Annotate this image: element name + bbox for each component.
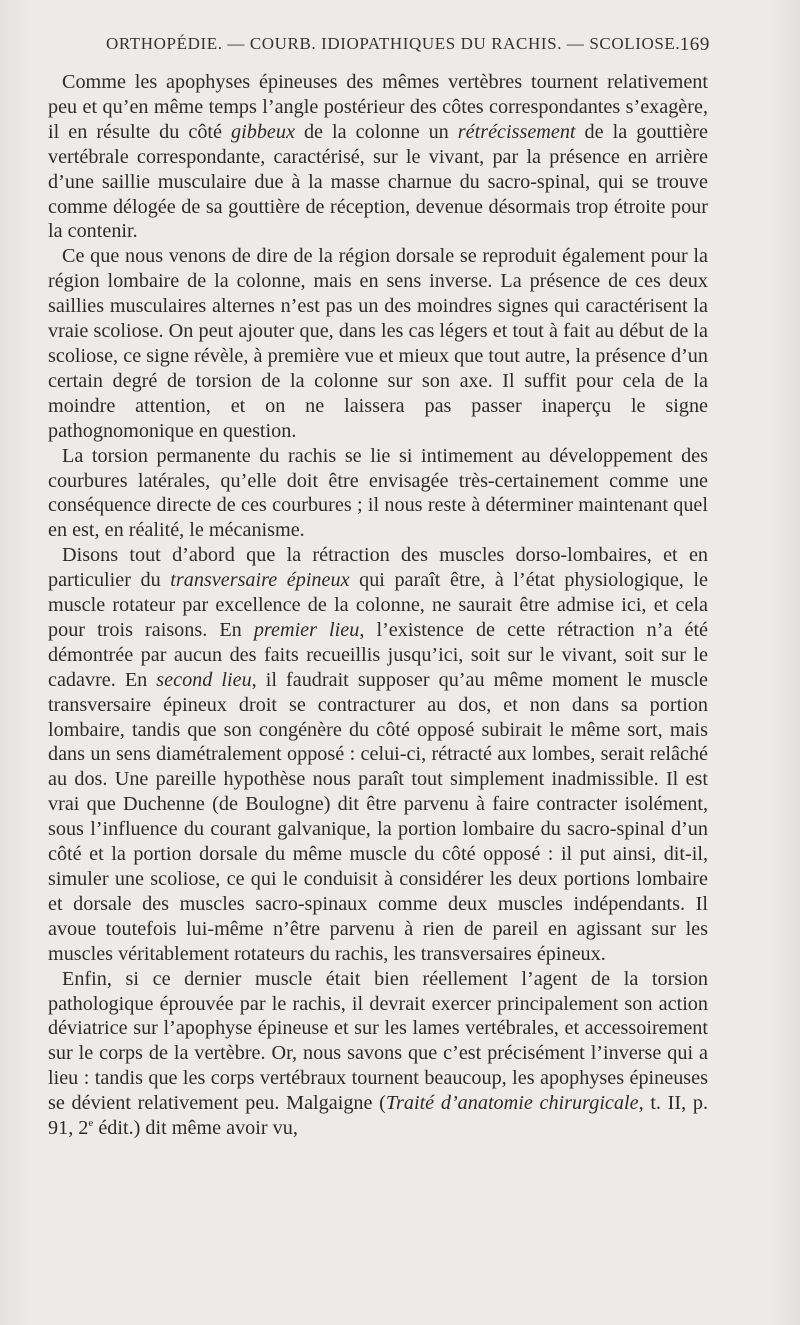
text-run: de la colonne un	[294, 120, 458, 143]
body-text	[48, 70, 708, 1141]
paragraph-2	[48, 244, 708, 443]
italic-term: gibbeux	[231, 120, 295, 143]
text-run: Comme les apophyses épineuses des mêmes vertèbres tournent relativement peu et qu’en même temps l’angle postérieur des côtes correspondantes s’exagère, il en résulte du côté	[48, 71, 708, 143]
text-run: , il faudrait supposer qu’au même moment le muscle transversaire épineux droit se contracturer au dos, et non dans sa portion lombaire, tandis que son congénère du côté opposé subirait le même sort, mais dans un sens diamétralement opposé : celui-ci, rétracté aux lombes, serait relâché au dos. Une pareille hypothèse nous paraît tout simplement inadmissible. Il est vrai que Duchenne (de Boulogne) dit être parvenu à faire contracter isolément, sous l’influence du courant galvanique, la portion lombaire du sacro-spinal d’un côté et la portion dorsale du même muscle du côté opposé : il put ainsi, dit-il, simuler une scoliose, ce qui le conduisit à considérer les deux portions lombaire et dorsale des muscles sacro-spinaux comme deux muscles indépendants. Il avoue toutefois lui-même n’être parvenu à rien de pareil en agissant sur les muscles véritablement rotateurs du rachis, les transversaires épineux.	[48, 668, 708, 965]
text-run: La torsion permanente du rachis se lie si intimement au développement des courbures latérales, qu’elle doit être envisagée très-certainement comme une conséquence directe de ces courbures ; il nous reste à déterminer maintenant quel en est, en réalité, le mécanisme.	[48, 444, 708, 542]
text-run: , t. II, p. 91, 2	[48, 1092, 709, 1140]
text-run: Ce que nous venons de dire de la région dorsale se reproduit également pour la région lombaire de la colonne, mais en sens inverse. La présence de ces deux saillies musculaires alternes n’est pas un des moindres signes qui caractérisent la vraie scoliose. On peut ajouter que, dans les cas légers et tout à fait au début de la scoliose, ce signe révèle, à première vue et mieux que tout autre, la présence d’un certain degré de torsion de la colonne sur son axe. Il suffit pour cela de la moindre attention, et on ne laissera pas passer inaperçu le signe pathognomonique en question.	[48, 245, 708, 442]
paragraph-3	[48, 444, 708, 544]
italic-term: premier lieu	[253, 618, 360, 641]
paragraph-1	[48, 70, 708, 244]
text-run: édit.) dit même avoir vu,	[93, 1117, 298, 1140]
text-run: Disons tout d’abord que la rétraction des muscles dorso-lombaires, et en particulier du	[48, 544, 708, 592]
paragraph-5	[48, 967, 708, 1141]
text-run: qui paraît être, à l’état physiologique, le muscle rotateur par excellence de la colonne, ne saurait être admise ici, et cela pour trois raisons. En	[48, 569, 708, 641]
italic-book-title: Traité d’anatomie chirurgicale	[385, 1092, 639, 1115]
text-run: Enfin, si ce dernier muscle était bien réellement l’agent de la torsion pathologique éprouvée par le rachis, il devrait exercer principalement son action déviatrice sur l’apophyse épineuse et sur les lames vertébrales, et accessoirement sur le corps de la vertèbre. Or, nous savons que c’est précisément l’inverse qui a lieu : tandis que les corps vertébraux tournent beaucoup, les apophyses épineuses se dévient relativement peu. Malgaigne (	[48, 967, 708, 1115]
text-run: de la gouttière vertébrale correspondante, caractérisé, sur le vivant, par la présence en arrière d’une saillie musculaire due à la masse charnue du sacro-spinal, qui se trouve comme délogée de sa gouttière de réception, devenue désormais trop étroite pour la contenir.	[48, 120, 708, 243]
italic-term: second lieu	[156, 668, 252, 691]
italic-term: rétrécissement	[457, 120, 576, 143]
italic-term: transversaire épineux	[170, 569, 350, 592]
page-number: 169	[679, 34, 710, 55]
text-run: , l’existence de cette rétraction n’a été démontrée par aucun des faits recueillis jusqu’ici, soit sur le vivant, soit sur le cadavre. En	[48, 618, 709, 691]
running-title: ORTHOPÉDIE. — COURB. IDIOPATHIQUES DU RACHIS. — SCOLIOSE.	[106, 34, 681, 53]
superscript: e	[88, 1117, 94, 1130]
running-header	[48, 34, 710, 60]
paragraph-4	[48, 543, 708, 966]
